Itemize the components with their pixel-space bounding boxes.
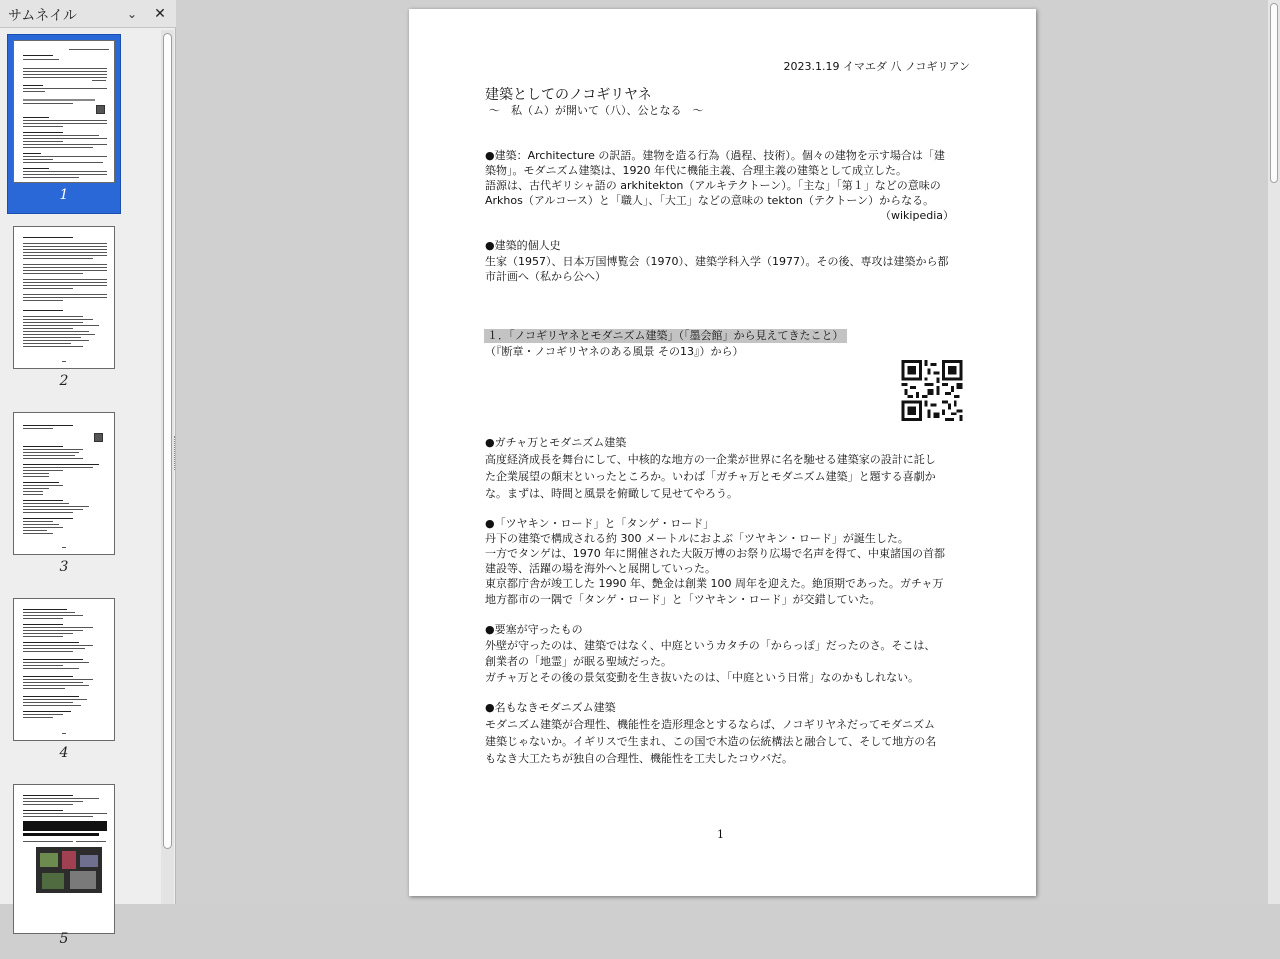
thumbnail-page-4[interactable] (0, 587, 160, 773)
chevron-down-icon[interactable]: ⌄ (126, 7, 138, 21)
text-line: 市計画へ（私から公へ） (485, 270, 606, 283)
text-line: 創業者の「地霊」が眠る聖域だった。 (485, 655, 672, 668)
text-line: 建設等、活躍の場を海外へと展開していった。 (485, 562, 716, 575)
sidebar-scrollbar-thumb[interactable] (163, 33, 172, 849)
page-preview (13, 412, 115, 555)
thumbnail-page-2[interactable] (0, 215, 160, 401)
sidebar-header (0, 0, 176, 28)
doc-title: 建築としてのノコギリヤネ (485, 87, 652, 103)
text-line: もなき大工たちが独自の合理性、機能性を工夫したコウバだ。 (485, 752, 793, 765)
thumbnail-page-number: 2 (59, 373, 69, 389)
section-heading: ●名もなきモダニズム建築 (485, 701, 616, 714)
text-line: 地方都市の一隅で「タンゲ・ロード」と「ツヤキン・ロード」が交錯していた。 (485, 593, 881, 606)
thumbnail-sidebar (0, 0, 176, 947)
chapter-source: （『断章・ノコギリヤネのある風景 その13』）から） (485, 345, 744, 358)
page-number: 1 (717, 828, 724, 841)
close-icon[interactable]: ✕ (154, 6, 166, 22)
doc-subtitle: ～ 私（ム）が開いて（八）、公となる ～ (489, 104, 704, 117)
text-line: な。まずは、時間と風景を俯瞰して見せてやろう。 (485, 487, 738, 500)
sidebar-title: サムネイル (8, 8, 78, 24)
section-heading: ●ガチャ万とモダニズム建築 (485, 436, 627, 449)
photo-preview (36, 847, 102, 893)
text-line: 築物」。モダニズム建築は、1920 年代に機能主義、合理主義の建築として成立した。 (485, 164, 907, 177)
text-line: 語源は、古代ギリシャ語の arkhitekton（アルキテクトーン）。「主な」「第１」などの意味の (485, 179, 941, 192)
thumbnail-page-number: 1 (59, 187, 69, 203)
section-heading: ●建築的個人史 (485, 239, 561, 252)
text-line: 建築じゃないか。イギリスで生まれ、この国で木造の伝統構法と融合して、そして地方の名 (485, 735, 937, 748)
document-page (409, 9, 1036, 896)
text-line: 外壁が守ったのは、建築ではなく、中庭というカタチの「からっぽ」だったのさ。そこは、 (485, 639, 936, 652)
thumbnail-page-3[interactable] (0, 401, 160, 587)
wikipedia-note: （wikipedia） (879, 209, 954, 222)
qr-code-icon (901, 360, 963, 421)
viewer-scrollbar-thumb[interactable] (1270, 3, 1278, 183)
text-line: 東京都庁舎が竣工した 1990 年、艶金は創業 100 周年を迎えた。絶頂期であった。ガチャ万 (485, 577, 944, 590)
text-line: モダニズム建築が合理性、機能性を造形理念とするならば、ノコギリヤネだってモダニズム (485, 718, 936, 731)
text-line: ●建築：Architecture の訳語。建物を造る行為（過程、技術）。個々の建物を示す場合は「建 (485, 149, 945, 162)
text-line: 高度経済成長を舞台にして、中核的な地方の一企業が世界に名を馳せる建築家の設計に託し (485, 453, 936, 466)
doc-date-line: 2023.1.19 イマエダ 八 ノコギリアン (783, 60, 970, 73)
thumbnail-page-1[interactable] (0, 29, 160, 215)
text-line: 生家（1957）、日本万国博覧会（1970）、建築学科入学（1977）。その後、専攻は建築から都 (485, 255, 949, 268)
thumbnail-list (0, 29, 176, 947)
thumbnail-page-number: 5 (59, 931, 69, 947)
page-preview (13, 598, 115, 741)
thumbnail-page-number: 4 (59, 745, 69, 761)
text-line: 丹下の建築で構成される約 300 メートルにおよぶ「ツヤキン・ロード」が誕生した。 (485, 532, 909, 545)
page-preview (13, 784, 115, 934)
chapter-heading: １．「ノコギリヤネとモダニズム建築」（「墨会館」から見えてきたこと） (484, 329, 847, 343)
text-line: Arkhos（アルコース）と「職人」、「大工」などの意味の tekton（テクトーン）からなる。 (485, 194, 935, 207)
page-preview (13, 40, 115, 183)
text-line: 一方でタンゲは、1970 年に開催された大阪万博のお祭り広場で名声を得て、中東諸国の首都 (485, 547, 946, 560)
section-heading: ●「ツヤキン・ロード」と「タンゲ・ロード」 (485, 517, 715, 530)
thumbnail-page-number: 3 (59, 559, 69, 575)
section-heading: ●要塞が守ったもの (485, 623, 583, 636)
page-preview (13, 226, 115, 369)
thumbnail-page-5[interactable] (0, 773, 160, 959)
text-line: た企業展望の顛末といったところか。いわば「ガチャ万とモダニズム建築」と題する喜劇か (485, 470, 936, 483)
text-line: ガチャ万とその後の景気変動を生き抜いたのは、「中庭という日常」なのかもしれない。 (485, 671, 920, 684)
